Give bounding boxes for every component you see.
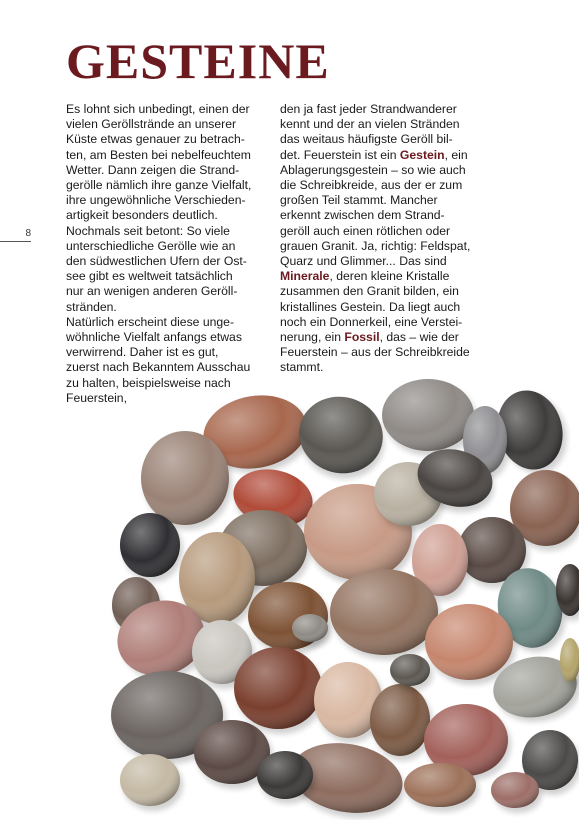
- text-line: geröll auch einen rötlichen oder: [280, 223, 451, 238]
- text-line: ten, am Besten bei nebelfeuchtem: [66, 147, 251, 162]
- pebble: [234, 647, 325, 734]
- text-line: verwirrend. Daher ist es gut,: [66, 345, 219, 360]
- text-line: kennt und der an vielen Stränden: [280, 117, 460, 132]
- glossary-term-gestein[interactable]: Gestein: [399, 147, 445, 162]
- page-title: GESTEINE: [66, 33, 330, 89]
- pebble-shading: [292, 614, 328, 642]
- text-line: grauen Granit. Ja, richtig: Feldspat,: [280, 238, 471, 253]
- pebble-shading: [257, 751, 313, 799]
- text-line: , ein: [444, 147, 468, 162]
- pebble-shading: [330, 569, 438, 655]
- text-line: stammt.: [280, 360, 324, 375]
- text-column-left: [66, 102, 266, 406]
- text-line: unterschiedliche Gerölle wie an: [66, 238, 236, 253]
- text-line: ihre ungewöhnliche Verschieden-: [66, 193, 246, 208]
- text-line: Nochmals seit betont: So viele: [66, 223, 230, 238]
- text-line: den ja fast jeder Strandwanderer: [280, 102, 457, 116]
- text-line: artigkeit besonders deutlich.: [66, 208, 218, 223]
- text-line: Quarz und Glimmer... Das sind: [280, 254, 447, 269]
- paragraph-1: [66, 102, 266, 315]
- text-line: see gibt es weltweit tatsächlich: [66, 269, 233, 284]
- pebbles-photo: [0, 370, 579, 820]
- paragraph-3: [280, 102, 475, 376]
- text-line: , deren kleine Kristalle: [329, 269, 450, 284]
- text-line: zusammen den Granit bilden, ein: [280, 284, 459, 299]
- text-line: stränden.: [66, 299, 117, 314]
- pebble-shading: [382, 379, 474, 451]
- pebbles-illustration: [0, 370, 579, 820]
- text-line: det. Feuerstein ist ein: [280, 147, 400, 162]
- text-line: Natürlich erscheint diese unge-: [66, 314, 235, 329]
- glossary-term-minerale[interactable]: Minerale: [280, 269, 330, 284]
- pebble: [382, 379, 477, 456]
- text-line: , das – wie der: [379, 330, 459, 345]
- pebble-shading: [234, 647, 322, 729]
- pebble-shading: [291, 387, 392, 482]
- pebble-shading: [370, 684, 430, 756]
- pebble-shading: [425, 604, 513, 680]
- text-line: zu halten, beispielsweise nach: [66, 375, 231, 390]
- text-line: großen Teil stammt. Mancher: [280, 193, 438, 208]
- pebble-shading: [390, 654, 430, 686]
- text-line: Küste etwas genauer zu betrach-: [66, 132, 245, 147]
- pebble-shading: [141, 431, 229, 525]
- pebble-shading: [120, 754, 180, 806]
- text-line: gerölle nämlich ihre ganze Vielfalt,: [66, 178, 252, 193]
- text-line: erkennt zwischen dem Strand-: [280, 208, 445, 223]
- text-line: das weitaus häufigste Geröll bil-: [280, 132, 453, 147]
- pebble-shading: [120, 513, 180, 577]
- text-line: die Schreibkreide, aus der er zum: [280, 178, 463, 193]
- text-line: vielen Geröllstrände an unserer: [66, 117, 237, 132]
- pebble-shading: [404, 763, 476, 807]
- text-line: Es lohnt sich unbedingt, einen der: [66, 102, 250, 116]
- text-line: nerung, ein: [280, 330, 345, 345]
- text-line: wöhnliche Vielfalt anfangs etwas: [66, 330, 242, 345]
- text-line: den südwestlichen Ufern der Ost-: [66, 254, 247, 269]
- text-line: Wetter. Dann zeigen die Strand-: [66, 162, 240, 177]
- page-number: 8: [0, 228, 31, 242]
- text-line: Feuerstein – aus der Schreibkreide: [280, 345, 470, 360]
- pebble: [289, 387, 394, 488]
- text-line: Ablagerungsgestein – so wie auch: [280, 162, 466, 177]
- text-line: nur an wenigen anderen Geröll-: [66, 284, 238, 299]
- pebble: [370, 684, 433, 761]
- text-line: Feuerstein,: [66, 390, 127, 405]
- pebble-shading: [491, 772, 539, 808]
- text-line: zuerst nach Bekanntem Ausschau: [66, 360, 251, 375]
- text-line: kristallines Gestein. Da liegt auch: [280, 299, 461, 314]
- glossary-term-fossil[interactable]: Fossil: [344, 330, 380, 345]
- text-column-right: [280, 102, 475, 376]
- text-line: noch ein Donnerkeil, eine Verstei-: [280, 314, 463, 329]
